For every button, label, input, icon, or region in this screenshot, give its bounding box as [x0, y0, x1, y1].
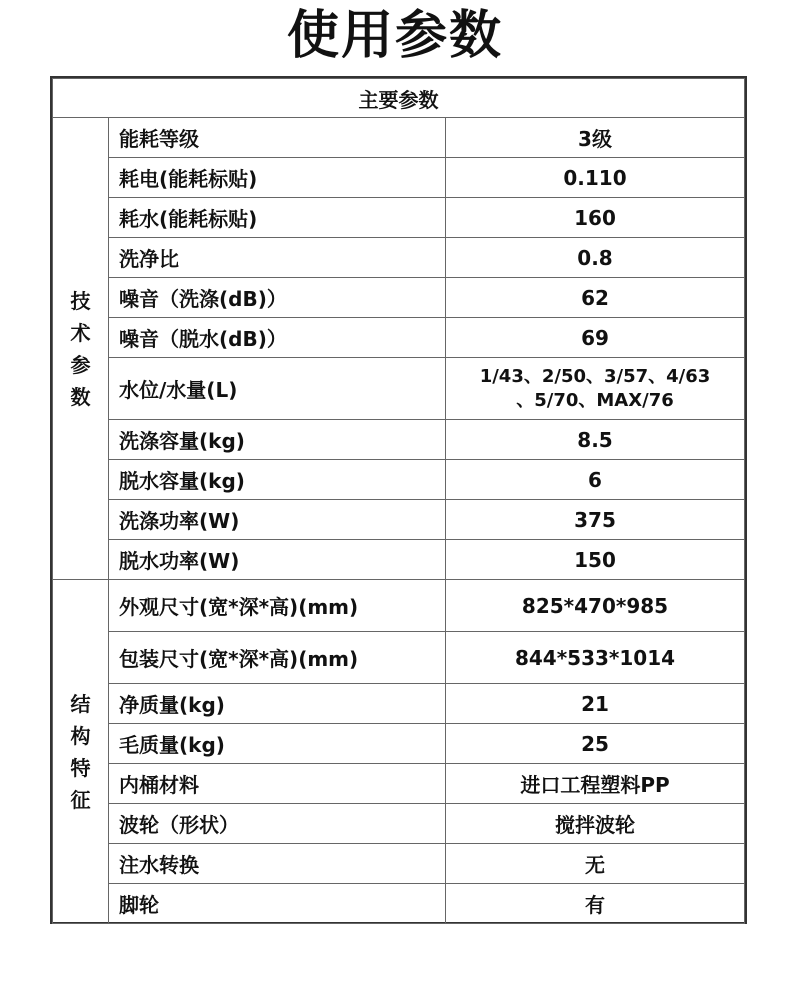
row-value: 0.8: [446, 238, 745, 278]
table-row: [53, 580, 745, 632]
row-value: 搅拌波轮: [446, 804, 745, 844]
row-label: 水位/水量(L): [109, 358, 446, 420]
group-label-structure: 结 构 特 征: [53, 580, 109, 924]
table-row: [53, 724, 745, 764]
row-label: 洗涤功率(W): [109, 500, 446, 540]
row-value: 62: [446, 278, 745, 318]
row-label: 脱水功率(W): [109, 540, 446, 580]
table-row: [53, 460, 745, 500]
table-row: [53, 844, 745, 884]
table-row: [53, 278, 745, 318]
table-header-row: [53, 79, 745, 118]
row-value: 进口工程塑料PP: [446, 764, 745, 804]
table-row: [53, 540, 745, 580]
table-row: [53, 158, 745, 198]
row-value: 150: [446, 540, 745, 580]
row-label: 洗涤容量(kg): [109, 420, 446, 460]
row-label: 净质量(kg): [109, 684, 446, 724]
table-row: [53, 884, 745, 924]
spec-table: [50, 76, 747, 924]
row-value: 844*533*1014: [446, 632, 745, 684]
group-label-tech: 技 术 参 数: [53, 118, 109, 580]
row-value: 无: [446, 844, 745, 884]
row-label: 耗水(能耗标贴): [109, 198, 446, 238]
table-row: [53, 118, 745, 158]
row-value: 0.110: [446, 158, 745, 198]
row-label: 洗净比: [109, 238, 446, 278]
row-label: 包装尺寸(宽*深*高)(mm): [109, 632, 446, 684]
table-row: [53, 764, 745, 804]
table-row: [53, 318, 745, 358]
row-value: 6: [446, 460, 745, 500]
row-value: 375: [446, 500, 745, 540]
table-row: [53, 420, 745, 460]
row-value: 1/43、2/50、3/57、4/63 、5/70、MAX/76: [446, 358, 745, 420]
row-value: 3级: [446, 118, 745, 158]
page-title: 使用参数: [286, 6, 503, 66]
row-value: 8.5: [446, 420, 745, 460]
table-header: 主要参数: [53, 79, 745, 118]
row-label: 波轮（形状）: [109, 804, 446, 844]
table-row: [53, 500, 745, 540]
row-label: 毛质量(kg): [109, 724, 446, 764]
table-row: [53, 804, 745, 844]
row-label: 脱水容量(kg): [109, 460, 446, 500]
table-row: [53, 632, 745, 684]
row-label: 内桶材料: [109, 764, 446, 804]
row-value: 160: [446, 198, 745, 238]
row-label: 噪音（脱水(dB)）: [109, 318, 446, 358]
row-value: 有: [446, 884, 745, 924]
row-label: 噪音（洗涤(dB)）: [109, 278, 446, 318]
row-value: 25: [446, 724, 745, 764]
row-value: 825*470*985: [446, 580, 745, 632]
row-label: 能耗等级: [109, 118, 446, 158]
row-label: 脚轮: [109, 884, 446, 924]
table-row: [53, 198, 745, 238]
table-row: [53, 684, 745, 724]
row-label: 耗电(能耗标贴): [109, 158, 446, 198]
row-value: 69: [446, 318, 745, 358]
table-row: [53, 238, 745, 278]
row-label: 外观尺寸(宽*深*高)(mm): [109, 580, 446, 632]
row-value: 21: [446, 684, 745, 724]
table-row: [53, 358, 745, 420]
row-label: 注水转换: [109, 844, 446, 884]
